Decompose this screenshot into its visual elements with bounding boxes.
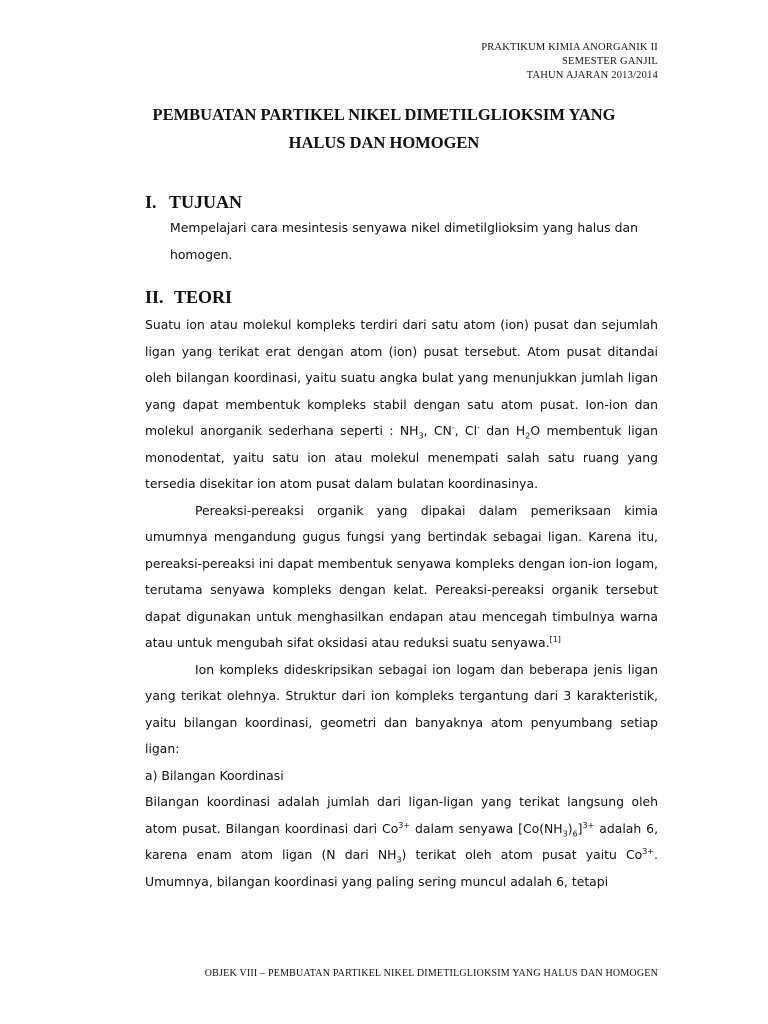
paragraph-1 [145, 312, 658, 498]
superscript: 3+ [398, 820, 411, 830]
superscript: - [477, 422, 480, 432]
tujuan-paragraph: Mempelajari cara mesintesis senyawa nikel dimetilglioksim yang halus dan homogen. [170, 220, 638, 262]
header-course: PRAKTIKUM KIMIA ANORGANIK II [481, 42, 658, 53]
subscript: 3 [418, 431, 424, 441]
document-title [145, 101, 623, 157]
paragraph-3 [145, 657, 658, 763]
header-semester: SEMESTER GANJIL [561, 56, 658, 67]
text-run: Pereaksi-pereaksi organik yang dipakai dalam pemeriksaan kimia umumnya mengandung gugus fungsi yang bertindak sebagai ligan. Karena itu, pereaksi-pereaksi ini dapat membentuk senyawa kompleks dengan ion-ion logam, terutama senyawa kompleks dengan kelat. Pereaksi-pereaksi organik tersebut dapat digunakan untuk menghasilkan endapan atau mencegah timbulnya warna atau untuk mengubah sifat oksidasi atau reduksi suatu senyawa. [145, 502, 658, 650]
text-run: Bilangan koordinasi adalah jumlah dari ligan-ligan yang terikat langsung oleh atom pusat. Bilangan koordinasi dari Co [145, 794, 658, 836]
superscript: 3+ [582, 820, 595, 830]
subscript: 6 [572, 828, 578, 838]
superscript: - [451, 422, 455, 432]
text-run: ) [567, 820, 573, 836]
page-footer: OBJEK VIII – PEMBUATAN PARTIKEL NIKEL DIMETILGLIOKSIM YANG HALUS DAN HOMOGEN [204, 968, 658, 979]
text-run: dalam senyawa [Co(NH [410, 820, 563, 836]
teori-body [145, 312, 658, 895]
title-line-2: HALUS DAN HOMOGEN [288, 133, 480, 152]
text-run: O membentuk ligan monodentat, yaitu satu ion atau molekul menempati salah satu ruang yang tersedia disekitar ion atom pusat dalam bulatan koordinasinya. [145, 423, 658, 491]
subscript: 3 [562, 828, 568, 838]
superscript: 3+ [642, 846, 655, 856]
section-heading-tujuan [145, 191, 242, 213]
citation-reference: [1] [549, 634, 561, 644]
text-run: dan H [479, 423, 526, 438]
text-run: adalah 6, karena enam atom ligan (N dari NH [145, 820, 659, 862]
text-run: , Cl [454, 423, 478, 438]
subscript: 3 [396, 855, 402, 865]
subheading-bilangan-koordinasi: a) Bilangan Koordinasi [145, 767, 284, 783]
section-number: II. [145, 287, 164, 307]
header-year: TAHUN AJARAN 2013/2014 [526, 70, 658, 81]
text-run: , CN [423, 423, 452, 438]
title-line-1: PEMBUATAN PARTIKEL NIKEL DIMETILGLIOKSIM YANG [152, 105, 616, 124]
text-run: . Umumnya, bilangan koordinasi yang paling sering muncul adalah 6, tetapi [145, 847, 658, 889]
section-heading-teori [145, 286, 232, 308]
paragraph-2 [145, 498, 658, 657]
text-run: Suatu ion atau molekul kompleks terdiri dari satu atom (ion) pusat dan sejumlah ligan yang terikat erat dengan atom (ion) pusat tersebut. Atom pusat ditandai oleh bilangan koordinasi, yaitu suatu angka bulat yang menunjukkan jumlah ligan yang dapat membentuk kompleks stabil dengan satu atom pusat. Ion-ion dan molekul anorganik sederhana seperti : NH [145, 317, 658, 438]
paragraph-4 [145, 789, 658, 895]
page-header [481, 41, 658, 83]
subscript: 2 [525, 431, 531, 441]
text-run: Ion kompleks dideskripsikan sebagai ion logam dan beberapa jenis ligan yang terikat olehnya. Struktur dari ion kompleks tergantung dari 3 karakteristik, yaitu bilangan koordinasi, geometri dan banyaknya atom penyumbang setiap ligan: [145, 661, 658, 756]
text-run: ] [577, 820, 583, 836]
section-number: I. [145, 192, 157, 212]
text-run: ) terikat oleh atom pusat yaitu Co [401, 847, 643, 862]
section-title: TEORI [174, 287, 233, 307]
section-title: TUJUAN [169, 192, 243, 212]
